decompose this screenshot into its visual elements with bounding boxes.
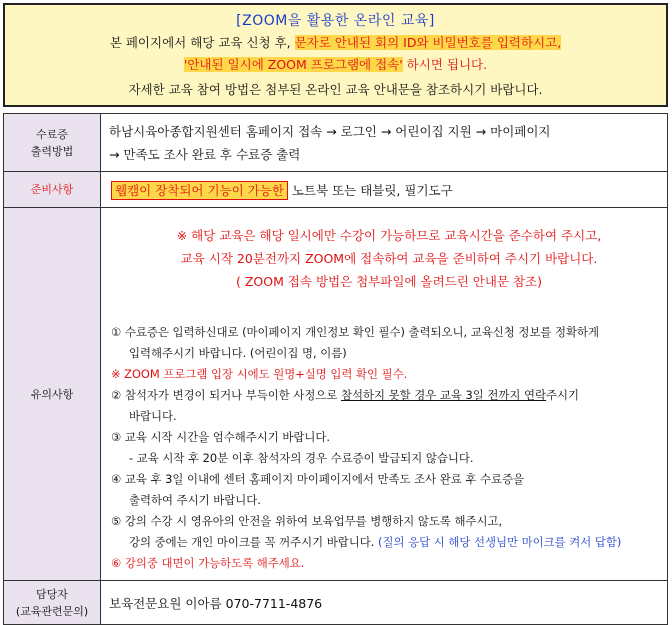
item-4-line-2: 출력하여 주시기 바랍니다.: [129, 493, 261, 507]
header-line-2-highlight: '안내된 일시에 ZOOM 프로그램에 접속': [183, 57, 403, 72]
notes-content: [101, 208, 668, 581]
contact-value: 보육전문요원 이아름 070-7711-4876: [101, 581, 668, 625]
row-contact: [4, 581, 668, 625]
row-preparation: [4, 172, 668, 208]
header-box: [3, 3, 668, 107]
preparation-highlight: 웹캠이 장착되어 기능이 가능한: [111, 181, 288, 200]
item-1-line-1: ① 수료증은 입력하신대로 (마이페이지 개인정보 확인 필수) 출력되오니, 교육신청 정보를 정확하게: [111, 325, 600, 339]
item-2-line-1: [111, 385, 667, 406]
notice-line-2: 교육 시작 20분전까지 ZOOM에 접속하여 교육을 준비하여 주시기 바랍니다.: [180, 251, 598, 266]
label-certificate: [4, 114, 101, 172]
header-line-2-text: 하시면 됩니다.: [402, 57, 488, 72]
item-5-note: (질의 응답 시 해당 선생님만 마이크를 켜서 답함): [374, 535, 622, 549]
item-2-text: ② 참석자가 변경이 되거나 부득이한 사정으로: [111, 388, 341, 402]
item-1-warning: ※ ZOOM 프로그램 입장 시에도 원명+실명 입력 확인 필수.: [111, 367, 408, 381]
preparation-items: [101, 172, 668, 208]
label-contact: [4, 581, 101, 625]
label-certificate-2: 출력방법: [30, 144, 74, 158]
notice-line-1: ※ 해당 교육은 해당 일시에만 수강이 가능하므로 교육시간을 준수하여 주시고,: [176, 228, 602, 243]
row-certificate: [4, 114, 668, 172]
certificate-steps-1: 하남시육아종합지원센터 홈페이지 접속 → 로그인 → 어린이집 지원 → 마이페이지: [109, 123, 551, 139]
item-3-line-1: ③ 교육 시작 시간을 엄수해주시기 바랍니다.: [111, 430, 330, 444]
header-line-1: [5, 31, 666, 54]
certificate-steps: [101, 114, 668, 172]
label-preparation: 준비사항: [4, 172, 101, 208]
training-notice: [3, 3, 668, 625]
item-4-line-1: ④ 교육 후 3일 이내에 센터 홈페이지 마이페이지에서 만족도 조사 완료 후 수료증을: [111, 472, 525, 486]
item-2-tail: 주시기: [546, 388, 580, 402]
item-1-line-2: 입력해주시기 바랍니다. (어린이집 명, 이름): [129, 346, 347, 360]
header-line-2: [5, 54, 666, 76]
item-3-line-2: - 교육 시작 후 20분 이후 참석자의 경우 수료증이 발급되지 않습니다.: [129, 451, 474, 465]
label-contact-2: (교육관련문의): [15, 604, 89, 618]
header-line-1-text: 본 페이지에서 해당 교육 신청 후,: [109, 35, 295, 50]
header-line-1-highlight: 문자로 안내된 회의 ID와 비밀번호를 입력하시고,: [294, 35, 562, 50]
header-title: [ZOOM을 활용한 온라인 교육]: [236, 13, 435, 29]
notice-line-3: ( ZOOM 접속 방법은 첨부파일에 올려드린 안내문 참조): [235, 274, 543, 289]
label-notes: 유의사항: [4, 208, 101, 581]
notes-items: [111, 322, 667, 574]
notes-notice: [111, 224, 667, 293]
item-5-line-2: [111, 532, 667, 553]
item-5-line-1: ⑤ 강의 수강 시 영유아의 안전을 위하여 보육업무를 병행하지 않도록 해주시고,: [111, 514, 503, 528]
row-notes: [4, 208, 668, 581]
item-2-underline: 참석하지 못할 경우 교육 3일 전까지 연락: [341, 388, 547, 402]
item-5-text: 강의 중에는 개인 마이크를 꼭 꺼주시기 바랍니다.: [129, 535, 375, 549]
certificate-steps-2: → 만족도 조사 완료 후 수료증 출력: [109, 146, 301, 162]
label-certificate-1: 수료증: [36, 127, 68, 141]
header-line-3: 자세한 교육 참여 방법은 첨부된 온라인 교육 안내문을 참조하시기 바랍니다.: [128, 82, 543, 97]
item-2-line-2: 바랍니다.: [129, 409, 177, 423]
preparation-rest: 노트북 또는 태블릿, 필기도구: [287, 182, 453, 198]
info-table: [3, 113, 668, 625]
label-contact-1: 담당자: [36, 587, 68, 601]
item-6: ⑥ 강의중 대면이 가능하도록 해주세요.: [111, 556, 305, 570]
